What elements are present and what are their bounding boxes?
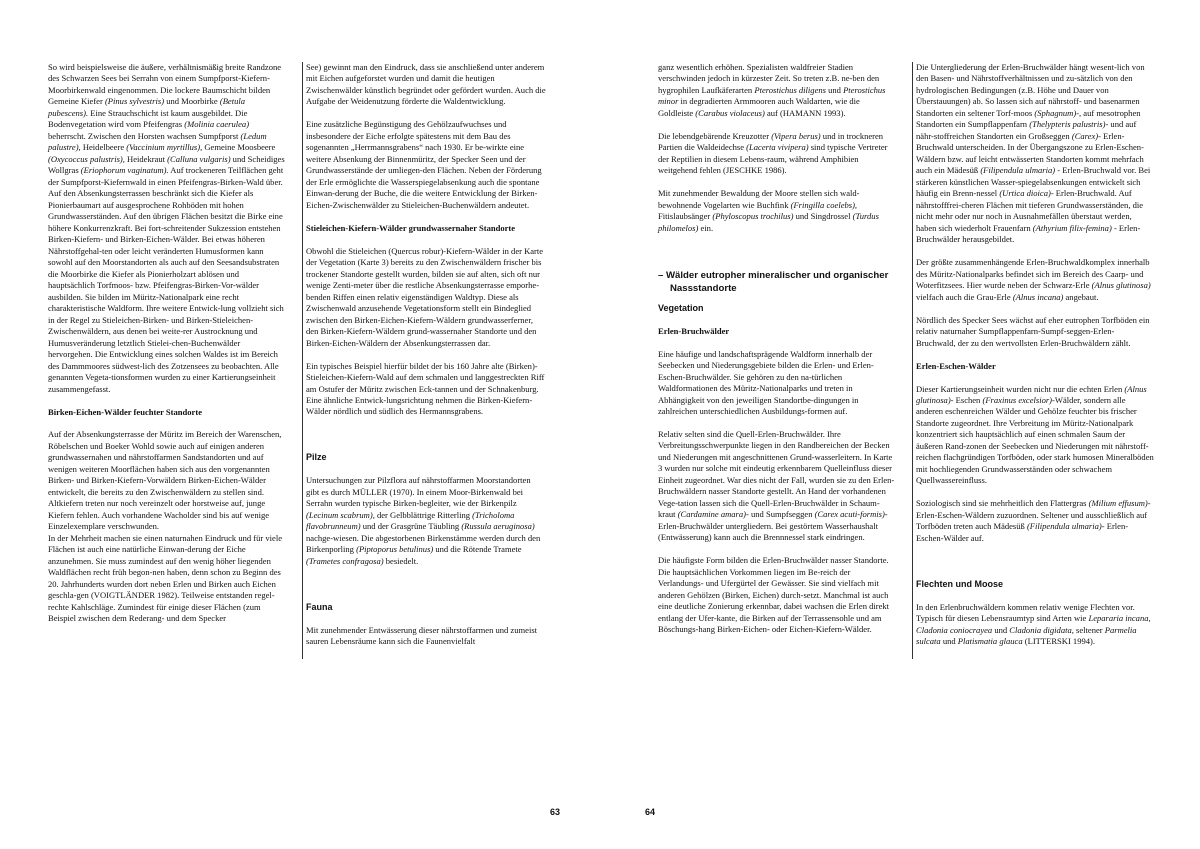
paragraph: Untersuchungen zur Pilzflora auf nährstoffarmen Moorstandorten gibt es durch MÜLLER (1970). In einem Moor-Birkenwald bei Serrahn wurden typische Birken-begleiter, wie der Birkenpilz (Lecinum scabrum), der Gelbblättrige Ritterling (Tricholoma flavobrunneum) und der Grasgrüne Täubling (Russula aeruginosa) nachge-wiesen. Die abgestorbenen Birkenstämme werden durch den Birkenporling (Piptoporus betulinus) und die Rötende Tramete (Trametes confragosa) besiedelt. xyxy=(306,475,541,566)
paragraph: Relativ selten sind die Quell-Erlen-Bruchwälder. Ihre Verbreitungsschwerpunkte liegen in den Randbereichen der Becken und Niederungen mit angeschnittenen Grund-wasserleitern. In Karte 3 wurden nur solche mit eindeutig erkennbarem Quelleinfluss dieser Einheit zugeordnet. War dies nicht der Fall, wurden sie zu den Erlen-Bruchwäldern nasser Standorte gestellt. An Hand der vorhandenen Vege-tation lassen sich die Quell-Erlen-Bruchwälder in Schaum-kraut (Cardamine amara)- und Sumpfseggen (Carex acuti-formis)-Erlen-Bruchwälder untergliedern. Bei gestörtem Wasserhaushalt (Entwässerung) kann auch die Brennnessel stark eindringen. xyxy=(658,428,895,543)
section-heading: Fauna xyxy=(306,601,333,612)
paragraph: Nördlich des Specker Sees wächst auf eher eutrophen Torfböden ein relativ naturnaher Sumpflappenfarn-Sumpf-seggen-Erlen-Bruchwald, der zu den wertvollsten Erlen-Bruchwäldern zählt. xyxy=(916,314,1150,348)
paragraph: In der Mehrheit machen sie einen naturnahen Eindruck und für viele Flächen ist auch eine natürliche Einwan-derung der Eiche anzunehmen. Sie muss zumindest auf den wenig höher liegenden Waldflächen recht früh begon-nen haben, denn schon zu Beginn des 20. Jahrhunderts wurden dort neben Erlen und Birken auch Eichen geschla-gen (VOIGTLÄNDER 1982). Teilweise entstanden regel-rechte Kahlschläge. Zumindest für einige dieser Flächen (zum Beispiel zwischen dem Rederang- und dem Specker xyxy=(48,532,283,624)
section-heading: Pilze xyxy=(306,452,327,463)
column-1 xyxy=(48,62,286,636)
chapter-heading: – Wälder eutropher mineralischer und organischer Nassstandorte xyxy=(658,269,889,294)
section-heading: Birken-Eichen-Wälder feuchter Standorte xyxy=(48,406,202,417)
paragraph: Obwohl die Stieleichen (Quercus robur)-Kiefern-Wälder in der Karte der Vegetation (Karte 3) bereits zu den Zwischenwäldern frischer bis trockener Standorte gestellt wurden, bilden sie auf alten, sich oft nur wenige Zenti-meter über die restliche Absenkungsterrasse emporhe-benden Riffen einen relativ eigenständigen Waldtyp. Diese als Zwischenwald anzusehende Vegetationsform stellt ein Bindeglied zwischen den Birken-Eichen-Kiefern-Wäldern grundwasserferner, den Birken-Kiefern-Wäldern grund-wassernaher Standorte und den Birken-Eichen-Wäldern der Absenkungsterrassen dar. xyxy=(306,245,544,348)
paragraph: Die lebendgebärende Kreuzotter (Vipera berus) und in trockneren Partien die Waldeidechse (Lacerta vivipera) sind typische Vertreter der Reptilien in diesem Lebens-raum, während Amphibien weitgehend fehlen (JESCHKE 1986). xyxy=(658,130,888,176)
section-heading: Flechten und Moose xyxy=(916,578,1004,589)
subsection-heading: Erlen-Bruchwälder xyxy=(658,325,730,336)
section-heading: Erlen-Eschen-Wälder xyxy=(916,360,996,371)
paragraph: So wird beispielsweise die äußere, verhältnismäßig breite Randzone des Schwarzen Sees bei Serrahn von einem Sumpfporst-Kiefern-Moorbirkenwald eingenommen. Die lockere Baumschicht bilden Gemeine Kiefer (Pinus sylvestris) und Moorbirke (Betula pubescens). Eine Strauchschicht ist kaum ausgebildet. Die Bodenvegetation wird vom Pfeifengras (Molinia caerulea) beherrscht. Zwischen den Horsten wachsen Sumpfporst (Ledum palustre), Heidelbeere (Vaccinium myrtillus), Gemeine Moosbeere (Oxycoccus palustris), Heidekraut (Calluna vulgaris) und Scheidiges Wollgras (Eriophorum vaginatum). Auf trockeneren Teilflächen geht der Sumpfporst-Kiefernwald in einen Pfeifengras-Birken-Wald über. Auf den Absenkungsterrassen beschränkt sich die Kiefer als Pionierbaumart auf ausgesprochene Rohböden mit hohen Grundwasserständen. Auf den übrigen Flächen besitzt die Birke eine höhere Konkurrenzkraft. Bei fort-schreitender Sukzession entstehen Birken-Kiefern- und Birken-Eichen-Wälder. Bei etwas höheren Nährstoffgehal-ten oder leicht veränderten Humusformen kann sowohl auf den Moorstandorten als auch auf den Seesandsubstraten die Moorbirke die Kiefer als Pionierholzart ablösen und hauptsächlich Torfmoos- bzw. Pfeifengras-Birken-Vor-wälder ausbilden. Sie bilden im Müritz-Nationalpark eine recht charakteristische Waldform. Ihre weitere Entwick-lung vollzieht sich in der Regel zu Stieleichen-Birken- und Birken-Stieleichen-Zwischenwäldern, aus denen bei weite-rer Austrocknung und Humusveränderung letztlich Stielei-chen-Buchenwälder hervorgehen. Die Entwicklung eines solchen Waldes ist im Bereich des Dammmoores südwest-lich des Zotzensees zu beobachten. Alle genannten Vegeta-tionsformen wurden zu einer Kartierungseinheit zusammengefasst. xyxy=(48,62,285,394)
paragraph: Der größte zusammenhängende Erlen-Bruchwaldkomplex innerhalb des Müritz-Nationalparks befindet sich im Bereich des Caarp- und Woterfitzsees. Hier wurde neben der Schwarz-Erle (Alnus glutinosa) vielfach auch die Grau-Erle (Alnus incana) angebaut. xyxy=(916,257,1151,302)
paragraph: Die Untergliederung der Erlen-Bruchwälder hängt wesent-lich von den Basen- und Nährstoffverhältnissen und zu-sätzlich von den hydrologischen Bedingungen (z.B. Höhe und Dauer von Überstauungen) ab. So lassen sich auf nährstoff- und basenarmen Standorten ein seltener Torf-moos (Sphagnum)-, auf mesotrophen Standorten ein Sumpflappenfarn (Thelypteris palustris)- und auf nähr-stoffreichen Standorten ein Großseggen (Carex)- Erlen-Bruchwald unterscheiden. In der Übergangszone zu Erlen-Eschen-Wäldern bzw. auf leicht entwässerten Standorten kommt mehrfach auch ein Mädesüß (Filipendula ulmaria) - Erlen-Bruchwald vor. Bei stärkeren künstlichen Wasser-spiegelabsenkungen entwickelt sich häufig ein Brenn-nessel (Urtica dioica)- Erlen-Bruchwald. Auf nährstofffrei-cheren Flächen mit tieferen Grundwasserständen, die nicht mehr oder nur noch in Ausnahmefällen überstaut werden, haben sich wiederholt Frauenfarn (Athyrium filix-femina) - Erlen-Bruchwälder herausgebildet. xyxy=(916,62,1151,245)
page-number: 64 xyxy=(645,807,656,817)
paragraph: Die häufigste Form bilden die Erlen-Bruchwälder nasser Standorte. Die hauptsächlichen Vorkommen liegen im Be-reich der Verlandungs- und Ufergürtel der Gewässer. Sie sind vielfach mit anderen Gehölzen (Birken, Eichen) durch-setzt. Manchmal ist auch eine deutliche Zonierung erkennbar, dabei wachsen die Erlen direkt entlang der Ufer-kante, die Birken auf der Terrassensohle und am Böschungs-hang Birken-Eichen- oder Eichen-Kiefern-Wälder. xyxy=(658,555,890,635)
column-2 xyxy=(302,62,546,659)
paragraph: ganz wesentlich erhöhen. Spezialisten waldfreier Stadien verschwinden jedoch in kürzester Zeit. So treten z.B. ne-ben den hygrophilen Laufkäferarten Pterostichus diligens und Pterostichus minor in degradierten Armmooren auch Waldarten, wie die Goldleiste (Carabus violaceus) auf (HAMANN 1993). xyxy=(658,62,886,118)
paragraph: Mit zunehmender Bewaldung der Moore stellen sich wald-bewohnende Vogelarten wie Buchfink (Fringilla coelebs), Fitislaubsänger (Phyloscopus trochilus) und Singdrossel (Turdus philomelos) ein. xyxy=(658,188,879,233)
paragraph: In den Erlenbruchwäldern kommen relativ wenige Flechten vor. Typisch für diesen Lebensraumtyp sind Arten wie Lepararia incana, Cladonia coniocrayea und Cladonia digidata, seltener Parmelia sulcata und Platismatia glauca (LITTERSKI 1994). xyxy=(916,601,1151,647)
section-heading: Vegetation xyxy=(658,302,704,313)
paragraph: Auf der Absenkungsterrasse der Müritz im Bereich der Warenschen, Röbelschen und Boeker Wohld sowie auch auf einigen anderen grundwassernahen und nährstoffarmen Sandstandorten und auf wenigen weiteren Moorflächen haben sich aus den vorgenannten Birken- und Birken-Kiefern-Vorwäldern Birken-Eichen-Wälder entwickelt, die bereits zu den Zwischenwäldern zu stellen sind. Altkiefern treten nur noch vereinzelt oder horstweise auf, junge Kiefern fehlen. Auch vorhandene Wacholder sind bis auf wenige Einzelexemplare verschwunden. xyxy=(48,429,282,532)
paragraph: Ein typisches Beispiel hierfür bildet der bis 160 Jahre alte (Birken)-Stieleichen-Kiefern-Wald auf dem schmalen und langgestreckten Riff am Ostufer der Müritz zwischen Eck-tannen und der Schnakenburg. Eine ähnliche Entwick-lungsrichtung nehmen die Birken-Kiefern-Wälder nördlich und südlich des Hermannsgrabens. xyxy=(306,360,545,417)
paragraph: See) gewinnt man den Eindruck, dass sie anschließend unter anderem mit Eichen aufgeforstet wurden und damit die heutigen Zwischenwälder künstlich begründet oder gefördert wurden. Auch die Aufgabe der Weidenutzung förderte die Waldentwicklung. xyxy=(306,62,546,107)
paragraph: Soziologisch sind sie mehrheitlich den Flattergras (Milium effusum)- Erlen-Eschen-Wäldern zuzuordnen. Seltener und ausschließlich auf Torfböden treten auch Mädesüß (Filipendula ulmaria)- Erlen-Eschen-Wälder auf. xyxy=(916,498,1151,543)
page-number: 63 xyxy=(550,807,561,817)
paragraph: Eine häufige und landschaftsprägende Waldform innerhalb der Seebecken und Niederungsgebiete bilden die Erlen- und Erlen-Eschen-Bruchwälder. Sie gehören zu den na-türlichen Waldformationen des Müritz-Nationalparks und treten in Abhängigkeit von den jeweiligen Standortbe-dingungen in zahlreichen unterschiedlichen Ausbildungs-formen auf. xyxy=(658,348,874,417)
paragraph: Mit zunehmender Entwässerung dieser nährstoffarmen und zumeist sauren Lebensräume kann sich die Faunenvielfalt xyxy=(306,624,538,647)
page-64 xyxy=(600,0,1200,849)
column-3 xyxy=(658,62,896,647)
paragraph: Eine zusätzliche Begünstigung des Gehölzaufwuchses und insbesondere der Eiche erfolgte spätestens mit dem Bau des sogenannten „Herrmannsgrabens“ nach 1930. Er be-wirkte eine weitere Absenkung der Binnenmüritz, der Specker Seen und der Grundwasserstände der umliegen-den Flächen. Neben der Förderung der Erle ermöglichte die Wasserspiegelabsenkung auch die spontane Einwan-derung der Buche, die die weitere Entwicklung der Birken-Eichen-Zwischenwälder zu Stieleichen-Buchenwäldern andeutet. xyxy=(306,119,542,210)
section-heading: Stieleichen-Kiefern-Wälder grundwassernaher Standorte xyxy=(306,222,516,233)
column-4 xyxy=(912,62,1154,659)
paragraph: Dieser Kartierungseinheit wurden nicht nur die echten Erlen (Alnus glutinosa)- Eschen (Fraxinus excelsior)-Wälder, sondern alle anderen eschenreichen Wälder und Gehölze feuchter bis frischer Standorte zugeordnet. Ihre Verbreitung im Müritz-Nationalpark konzentriert sich hauptsächlich auf einen schmalen Saum der äußeren Rand-zonen der Seebecken und Niederungen mit nährstoff-reichen flachgründigen Torfböden, oder stark humosen Mineralböden mit hochliegenden Grundwasserständen oder schwachem Quellwassereinfluss. xyxy=(916,383,1154,486)
